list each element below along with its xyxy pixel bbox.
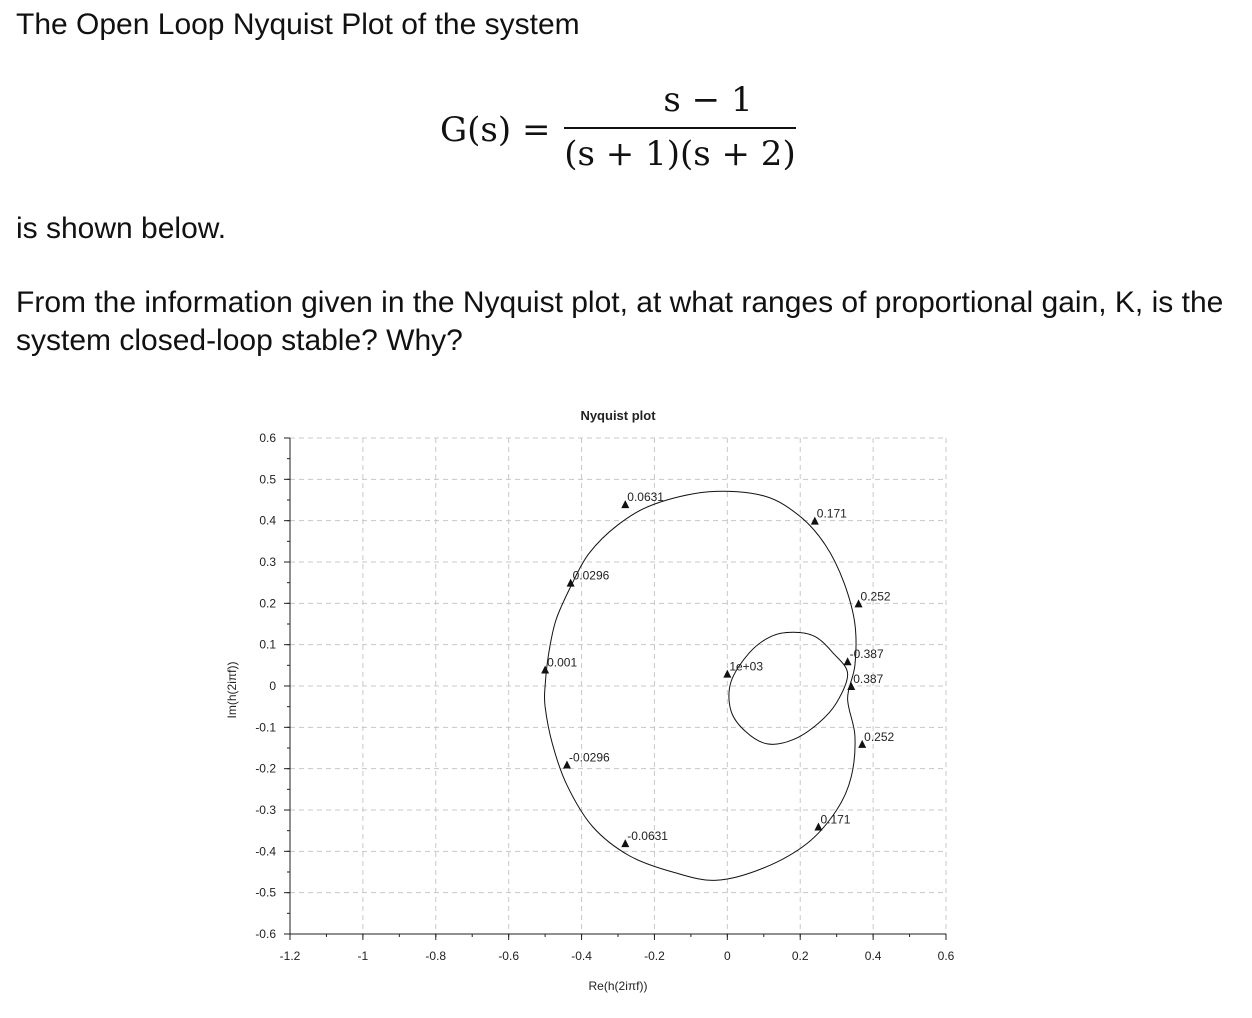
frequency-label: -0.387 <box>849 647 884 662</box>
x-tick-label: -1 <box>357 949 369 963</box>
formula-denominator: (s + 1)(s + 2) <box>564 134 796 174</box>
frequency-label: 0.387 <box>853 672 884 686</box>
question-shown-below: is shown below. <box>16 212 227 245</box>
x-tick-label: -0.4 <box>571 949 592 963</box>
frequency-label: 1e+03 <box>729 659 764 674</box>
x-tick-label: -0.6 <box>498 949 520 963</box>
chart-title: Nyquist plot <box>580 408 656 423</box>
x-tick-label: -0.8 <box>425 949 447 963</box>
frequency-label: 0.252 <box>860 589 891 604</box>
y-tick-label: 0.6 <box>259 431 276 445</box>
y-tick-label: -0.1 <box>255 720 276 735</box>
y-tick-label: -0.3 <box>255 803 276 817</box>
y-tick-label: 0.3 <box>259 555 276 569</box>
x-axis-label: Re(h(2iπf)) <box>588 979 648 993</box>
formula-lhs: G(s) = <box>440 110 551 150</box>
x-tick-label: -1.2 <box>279 949 301 963</box>
y-tick-label: -0.2 <box>255 761 276 776</box>
frequency-label: 0.0296 <box>572 568 610 583</box>
tick-labels <box>255 431 954 963</box>
x-tick-label: 0 <box>723 949 731 963</box>
x-tick-label: 0.6 <box>937 949 955 963</box>
frequency-label: 0.171 <box>816 506 847 521</box>
y-tick-label: 0.5 <box>259 472 276 487</box>
y-tick-label: 0.2 <box>259 596 276 611</box>
question-prompt: From the information given in the Nyquist plot, at what ranges of proportional gain, K, is the system closed-loop stable? Why? <box>16 286 1224 357</box>
frequency-label: 0.171 <box>820 812 851 827</box>
y-tick-label: 0 <box>269 679 276 693</box>
x-tick-label: 0.4 <box>864 949 882 963</box>
x-tick-label: 0.2 <box>791 949 809 963</box>
y-tick-label: -0.6 <box>255 927 276 941</box>
frequency-annotations <box>541 490 894 847</box>
frequency-label: -0.0296 <box>568 750 610 765</box>
frequency-label: 0.252 <box>864 729 895 744</box>
frequency-label: 0.001 <box>547 655 578 670</box>
y-tick-label: 0.4 <box>259 513 276 528</box>
frequency-label: -0.0631 <box>627 829 668 844</box>
y-tick-label: -0.4 <box>255 844 276 859</box>
frequency-label: 0.0631 <box>627 490 664 505</box>
question-intro: The Open Loop Nyquist Plot of the system <box>16 8 580 41</box>
grid-lines <box>290 438 946 934</box>
y-axis-label: Im(h(2iπf)) <box>225 661 239 719</box>
x-tick-label: -0.2 <box>644 949 665 963</box>
y-tick-label: -0.5 <box>255 885 276 900</box>
formula-numerator: s − 1 <box>663 80 753 120</box>
y-tick-label: 0.1 <box>259 637 276 652</box>
